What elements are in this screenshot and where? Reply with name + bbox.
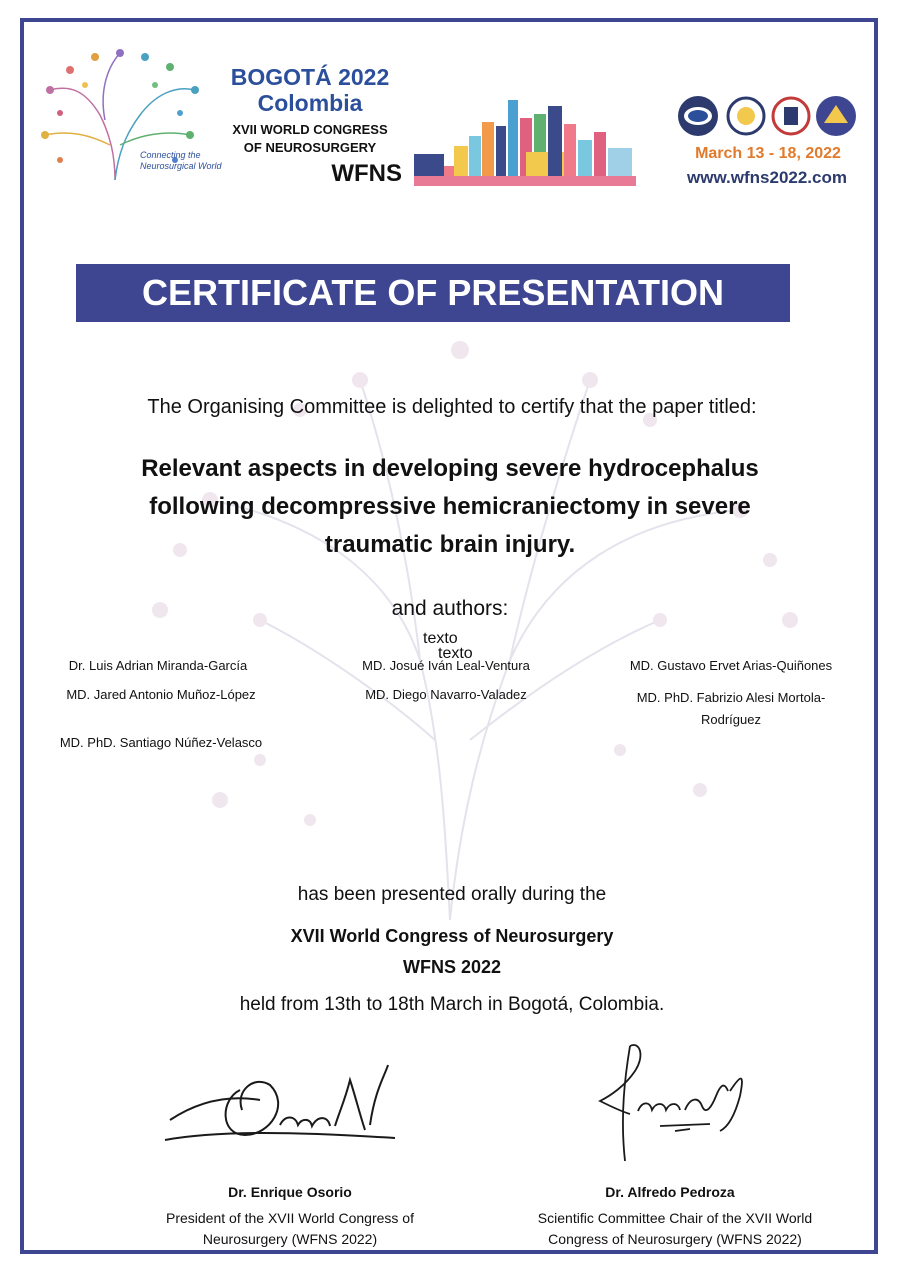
and-authors-label: and authors: [391,597,509,620]
presented-text: has been presented orally during the [297,884,607,905]
author-1: Dr. Luis Adrian Miranda-García [68,658,248,673]
placeholder-text-1: texto [423,630,458,647]
event-website: www.wfns2022.com [687,168,847,187]
signature-pedroza [590,1036,750,1166]
lead-text: The Organising Committee is delighted to certify that the paper titled: [147,396,757,418]
country: Colombia [257,90,363,116]
left-signatory-name: Dr. Enrique Osorio [228,1184,352,1200]
tagline-line1: Connecting the [140,150,201,160]
right-role-line1: Scientific Committee Chair of the XVII World [537,1210,813,1226]
right-signatory-role [500,1208,850,1250]
event-dates: March 13 - 18, 2022 [695,145,841,162]
paper-title-line2: following decompressive hemicraniectomy in severe [149,493,751,520]
author-6-line2: Rodríguez [701,712,761,727]
author-2: MD. Josué Iván Leal-Ventura [362,658,530,673]
left-signatory-role [120,1208,460,1250]
congress-line2: OF NEUROSURGERY [243,140,377,155]
congress-line1: XVII WORLD CONGRESS [232,122,388,137]
city-year: BOGOTÁ 2022 [230,64,390,90]
author-5: MD. Diego Navarro-Valadez [365,687,527,702]
paper-title-line1: Relevant aspects in developing severe hydrocephalus [141,455,759,482]
author-7: MD. PhD. Santiago Núñez-Velasco [59,735,263,750]
tagline-line2: Neurosurgical World [140,161,222,171]
signature-osorio [160,1060,400,1150]
congress-short: WFNS 2022 [402,957,502,977]
certificate-banner: CERTIFICATE OF PRESENTATION [76,264,790,322]
author-6-line1: MD. PhD. Fabrizio Alesi Mortola- [636,690,826,705]
paper-title [70,450,830,564]
author-4: MD. Jared Antonio Muñoz-López [66,687,256,702]
paper-title-line3: traumatic brain injury. [324,531,576,558]
author-3: MD. Gustavo Ervet Arias-Quiñones [629,658,833,673]
skyline-illustration [414,96,636,188]
wfns-label: WFNS [331,160,402,187]
left-role-line1: President of the XVII World Congress of [166,1210,414,1226]
left-role-line2: Neurosurgery (WFNS 2022) [202,1231,378,1247]
held-text: held from 13th to 18th March in Bogotá, Colombia. [239,994,665,1015]
right-signatory-name: Dr. Alfredo Pedroza [605,1184,735,1200]
author-6 [600,687,862,731]
placeholder-text-2: texto [438,645,473,662]
partner-logos [672,95,860,139]
congress-name: XVII World Congress of Neurosurgery [290,926,614,946]
right-role-line2: Congress of Neurosurgery (WFNS 2022) [548,1231,802,1247]
